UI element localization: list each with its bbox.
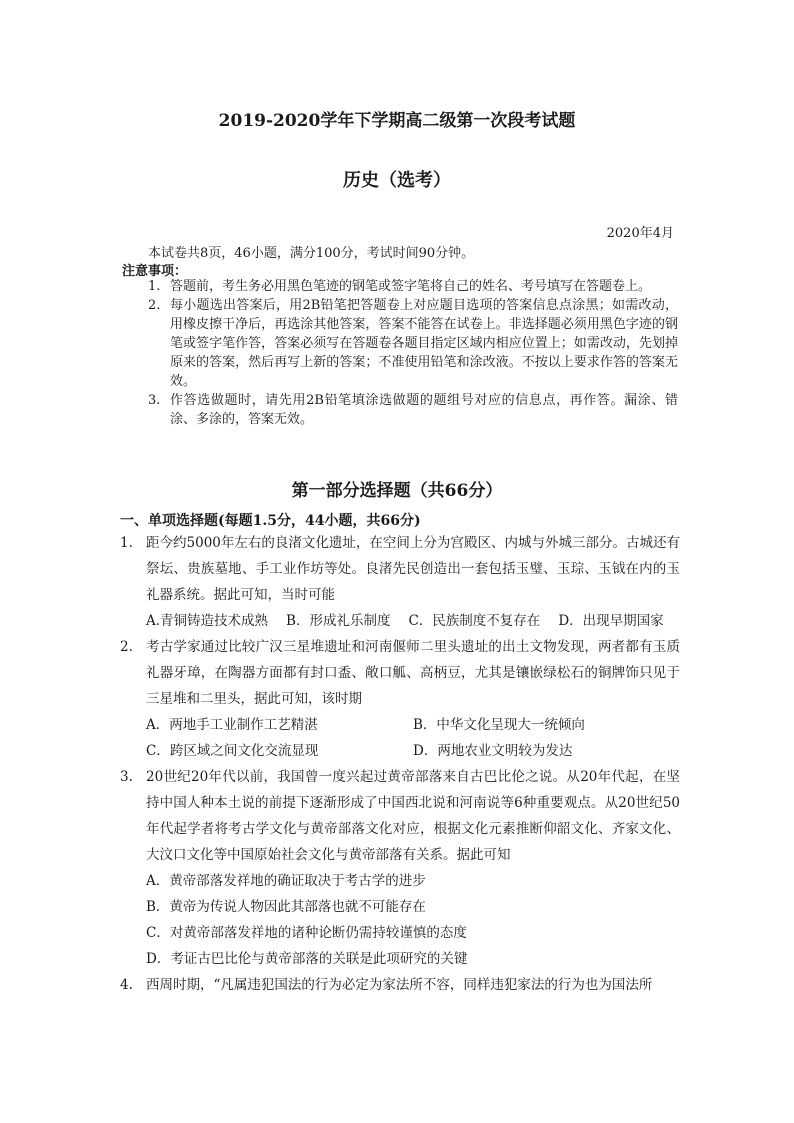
subject-title: 历史（选考） xyxy=(343,170,451,191)
notice-item-text: 每小题选出答案后，用2B铅笔把答题卷上对应题目选项的答案信息点涂黑；如需改动，用橡皮擦干净后，再选涂其他答案，答案不能答在试卷上。非选择题必须用黑色字迹的钢笔或签字笔作答，答案必须写在答题卷各题目指定区域内相应位置上；如需改动，先划掉原来的答案，然后再写上新的答案；不准使用铅笔和涂改液。不按以上要求作答的答案无效。 xyxy=(170,298,678,389)
option-c: C．民族制度不复存在 xyxy=(408,613,541,629)
question-1 xyxy=(120,530,680,608)
option-a: A.青铜铸造技术成熟 xyxy=(146,613,269,629)
option-b: B．形成礼乐制度 xyxy=(286,613,391,629)
exam-title: 2019-2020学年下学期高二级第一次段考试题 xyxy=(218,111,576,131)
notice-item xyxy=(148,391,678,429)
notice-item-text: 作答选做题时，请先用2B铅笔填涂选做题的题组号对应的信息点，再作答。漏涂、错涂、多涂的，答案无效。 xyxy=(170,393,678,427)
option-d: D．出现早期国家 xyxy=(558,613,664,629)
notice-list xyxy=(148,277,678,429)
notice-item xyxy=(148,296,678,391)
option-b: B．黄帝为传说人物因此其部落也就不可能存在 xyxy=(146,899,426,915)
question-3 xyxy=(120,764,680,868)
option-c: C．跨区域之间文化交流显现 xyxy=(146,743,319,759)
exam-intro: 本试卷共8页，46小题，满分100分，考试时间90分钟。 xyxy=(148,246,475,261)
option-a: A．两地手工业制作工艺精湛 xyxy=(146,717,318,733)
question-number: 4. xyxy=(120,977,133,993)
question-stem: 西周时期，“凡属违犯国法的行为必定为家法所不容，同样违犯家法的行为也为国法所 xyxy=(146,977,653,993)
question-list xyxy=(120,530,680,998)
question-stem: 20世纪20年代以前，我国曾一度兴起过黄帝部落来自古巴比伦之说。从20年代起，在坚持中国人种本土说的前提下逐渐形成了中国西北说和河南说等6种重要观点。从20世纪50年代起学者将考古学文化与黄帝部落文化对应，根据文化元素推断仰韶文化、齐家文化、大汶口文化等中国原始社会文化与黄帝部落有关系。据此可知 xyxy=(146,769,680,863)
question-number: 1. xyxy=(120,535,133,551)
question-stem: 考古学家通过比较广汉三星堆遗址和河南偃师二里头遗址的出土文物发现，两者都有玉质礼器牙璋，在陶器方面都有封口盉、敞口觚、高柄豆，尤其是镶嵌绿松石的铜牌饰只见于三星堆和二里头，据此可知，该时期 xyxy=(146,639,680,707)
option-c: C．对黄帝部落发祥地的诸种论断仍需持较谨慎的态度 xyxy=(146,925,467,941)
notice-item-text: 答题前，考生务必用黑色笔迹的钢笔或签字笔将自己的姓名、考号填写在答题卷上。 xyxy=(170,279,652,294)
question-stem: 距今约5000年左右的良渚文化遗址，在空间上分为宫殿区、内城与外城三部分。古城还有祭坛、贵族墓地、手工业作坊等处。良渚先民创造出一套包括玉璧、玉琮、玉钺在内的玉礼器系统。据此可知，当时可能 xyxy=(146,535,680,603)
notice-item-number: 2. xyxy=(148,298,161,313)
question-1-options xyxy=(120,608,680,634)
question-number: 2. xyxy=(120,639,133,655)
part-title: 第一部分选择题（共66分） xyxy=(291,481,503,501)
question-number: 3. xyxy=(120,769,133,785)
notice-item-number: 3. xyxy=(148,393,161,408)
section-title: 一、单项选择题(每题1.5分，44小题，共66分) xyxy=(120,513,421,529)
question-3-options xyxy=(120,868,680,972)
notice-item-number: 1. xyxy=(148,279,161,294)
option-a: A．黄帝部落发祥地的确证取决于考古学的进步 xyxy=(146,873,426,889)
option-d: D．考证古巴比伦与黄帝部落的关联是此项研究的关键 xyxy=(146,951,468,967)
notice-item xyxy=(148,277,678,296)
notice-heading: 注意事项： xyxy=(122,264,188,279)
question-2 xyxy=(120,634,680,712)
option-b: B．中华文化呈现大一统倾向 xyxy=(413,717,585,733)
question-4 xyxy=(120,972,680,998)
question-2-options xyxy=(120,712,680,764)
exam-date: 2020年4月 xyxy=(606,226,674,241)
option-d: D．两地农业文明较为发达 xyxy=(413,743,573,759)
